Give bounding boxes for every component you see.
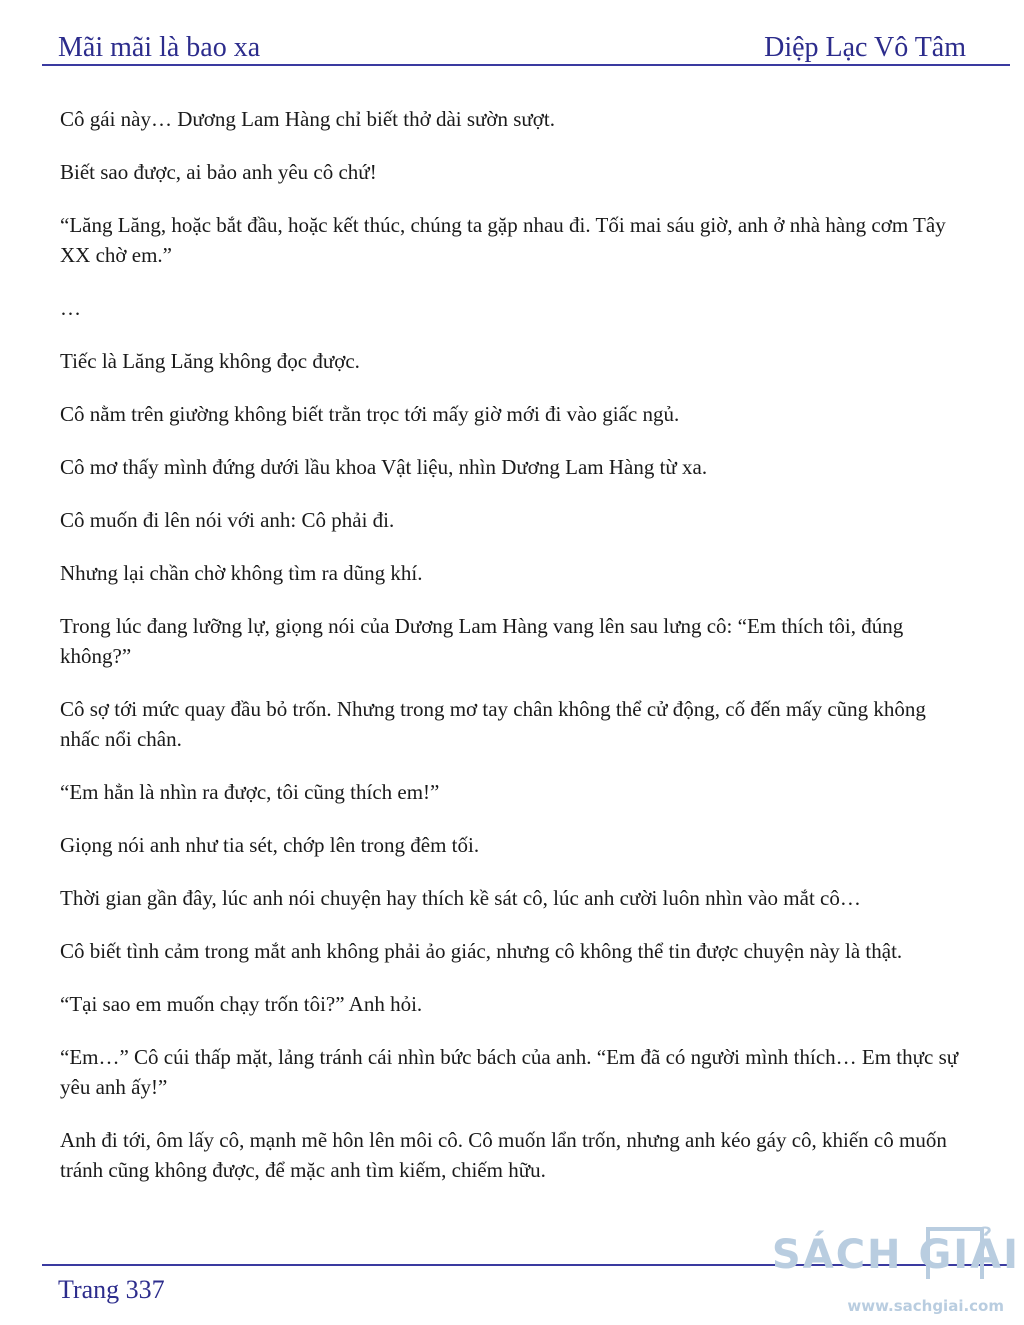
watermark — [771, 1225, 1024, 1325]
author-name: Diệp Lạc Vô Tâm — [764, 32, 966, 63]
paragraph: “Em…” Cô cúi thấp mặt, lảng tránh cái nhìn bức bách của anh. “Em đã có người mình thích… Em thực sự yêu anh ấy!” — [60, 1045, 959, 1099]
page-body — [60, 104, 965, 1208]
paragraph: Cô nằm trên giường không biết trằn trọc tới mấy giờ mới đi vào giấc ngủ. — [60, 402, 680, 426]
paragraph: Cô gái này… Dương Lam Hàng chỉ biết thở dài sườn sượt. — [60, 107, 555, 131]
paragraph: Cô biết tình cảm trong mắt anh không phải ảo giác, nhưng cô không thể tin được chuyện này là thật. — [60, 939, 903, 963]
paragraph: Nhưng lại chần chờ không tìm ra dũng khí. — [60, 561, 423, 585]
paragraph: Trong lúc đang lưỡng lự, giọng nói của Dương Lam Hàng vang lên sau lưng cô: “Em thích tôi, đúng không?” — [60, 614, 904, 668]
paragraph: “Tại sao em muốn chạy trốn tôi?” Anh hỏi. — [60, 992, 423, 1016]
paragraph: Biết sao được, ai bảo anh yêu cô chứ! — [60, 160, 377, 184]
page-header — [58, 22, 966, 62]
paragraph: Tiếc là Lăng Lăng không đọc được. — [60, 349, 360, 373]
book-title: Mãi mãi là bao xa — [58, 32, 261, 63]
header-divider — [42, 64, 1010, 66]
paragraph: Thời gian gần đây, lúc anh nói chuyện hay thích kề sát cô, lúc anh cười luôn nhìn vào mắt cô… — [60, 886, 861, 910]
paragraph: Cô mơ thấy mình đứng dưới lầu khoa Vật liệu, nhìn Dương Lam Hàng từ xa. — [60, 455, 708, 479]
paragraph: … — [60, 296, 81, 320]
page-number: Trang 337 — [58, 1275, 165, 1304]
paragraph: “Em hẳn là nhìn ra được, tôi cũng thích em!” — [60, 780, 440, 804]
watermark-url: www.sachgiai.com — [847, 1297, 1004, 1315]
paragraph: Anh đi tới, ôm lấy cô, mạnh mẽ hôn lên môi cô. Cô muốn lẩn trốn, nhưng anh kéo gáy cô, khiến cô muốn tránh cũng không được, để mặc anh tìm kiếm, chiếm hữu. — [60, 1128, 947, 1182]
paragraph: Cô sợ tới mức quay đầu bỏ trốn. Nhưng trong mơ tay chân không thể cử động, cố đến mấy cũng không nhấc nổi chân. — [60, 697, 926, 751]
paragraph: Giọng nói anh như tia sét, chớp lên trong đêm tối. — [60, 833, 480, 857]
paragraph: Cô muốn đi lên nói với anh: Cô phải đi. — [60, 508, 395, 532]
paragraph: “Lăng Lăng, hoặc bắt đầu, hoặc kết thúc, chúng ta gặp nhau đi. Tối mai sáu giờ, anh ở nhà hàng cơm Tây XX chờ em.” — [60, 213, 946, 267]
watermark-logo: SÁCH GIẢI — [771, 1232, 1020, 1278]
